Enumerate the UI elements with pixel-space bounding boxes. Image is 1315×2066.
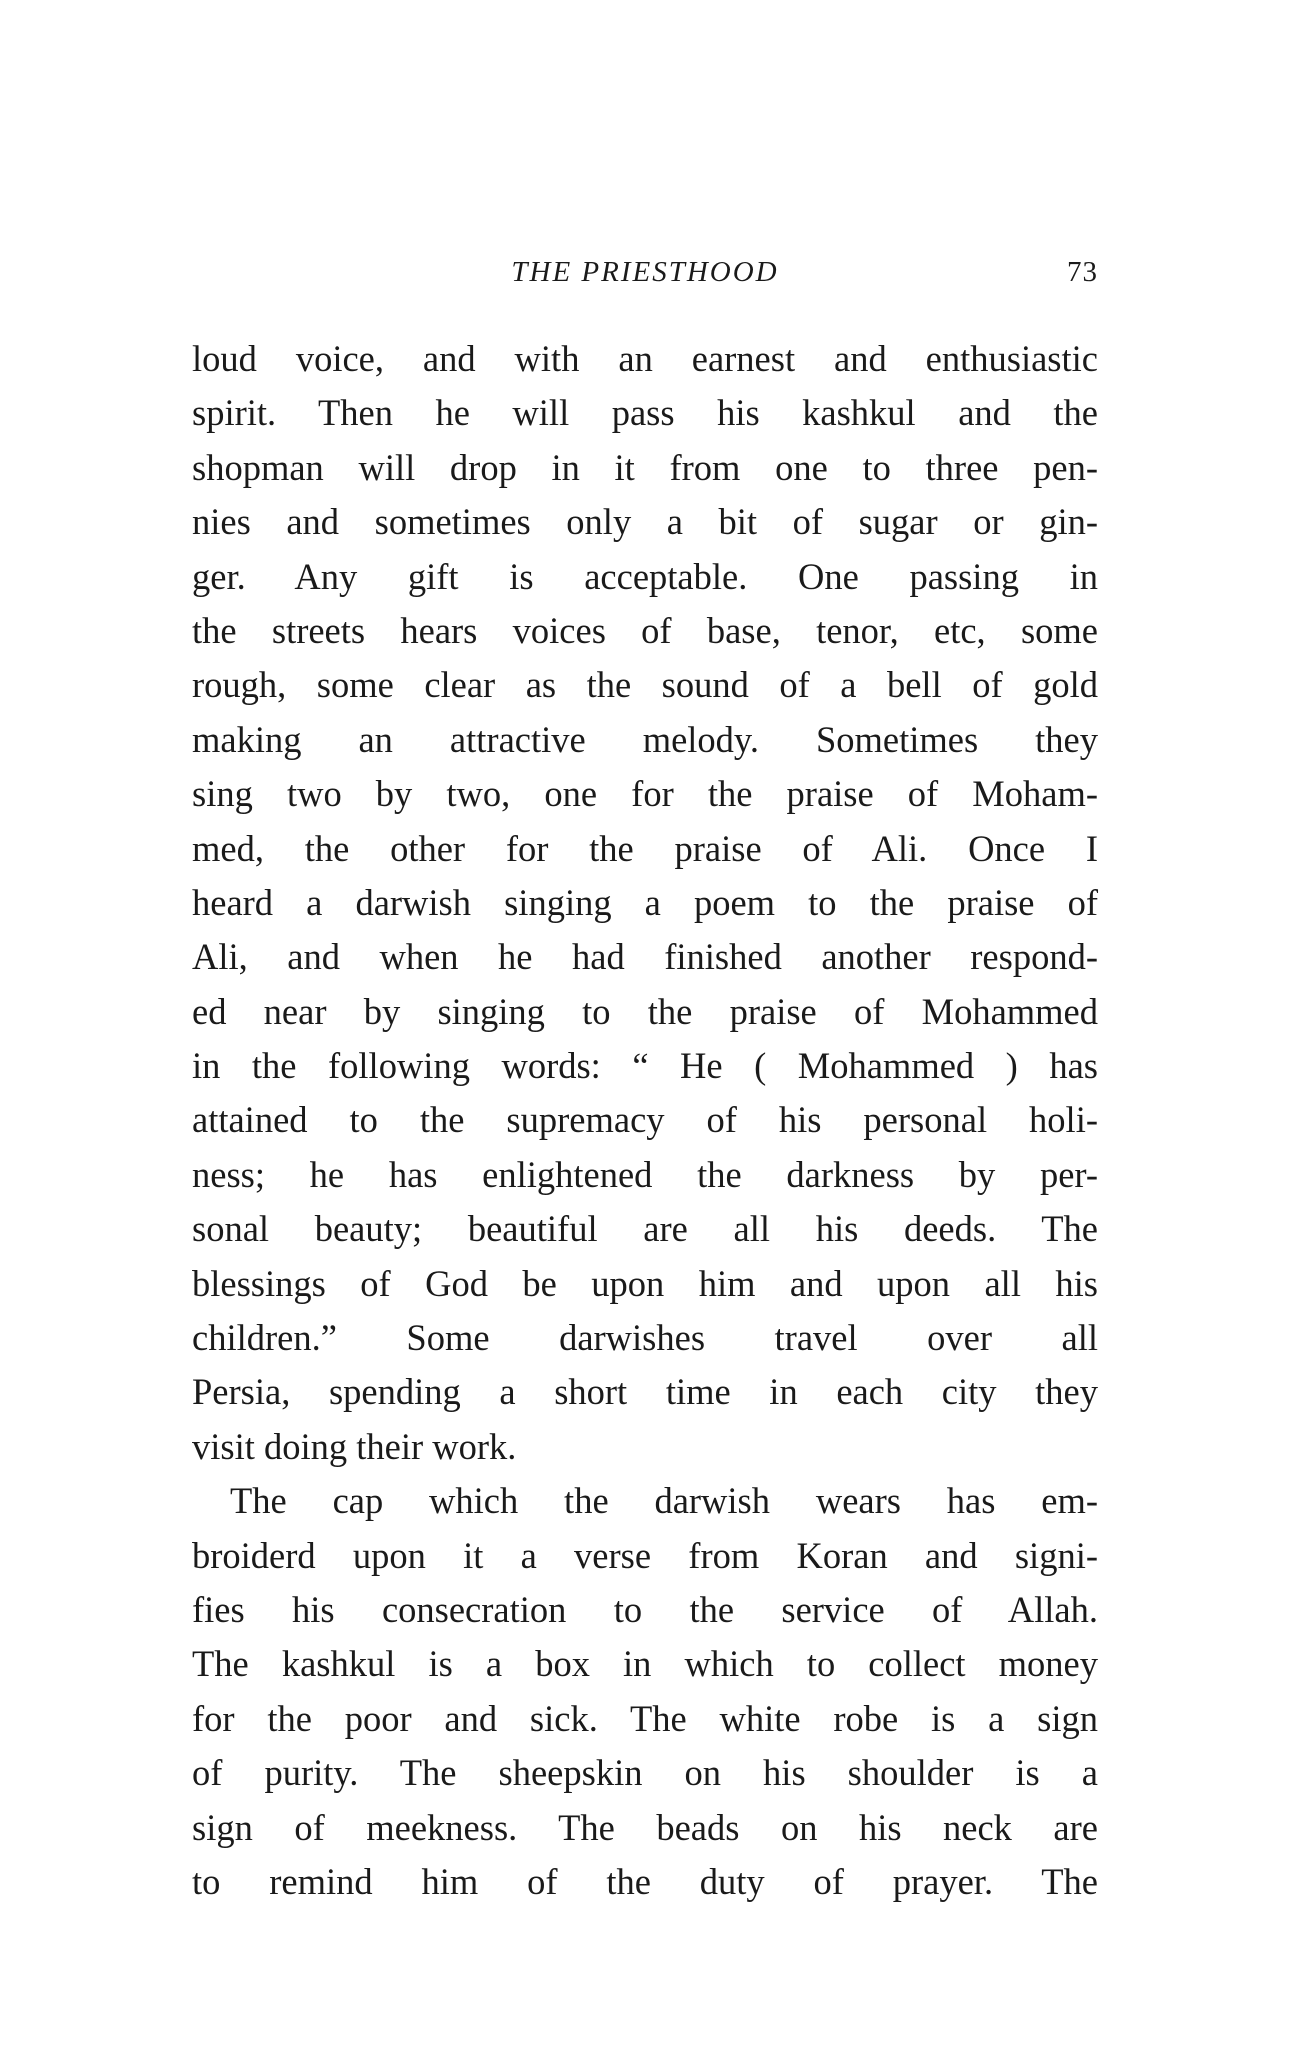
text-line: broiderd upon it a verse from Koran and signi-	[192, 1534, 1098, 1576]
text-line: to remind him of the duty of prayer. The	[192, 1860, 1098, 1902]
text-line: shopman will drop in it from one to three pen-	[192, 446, 1098, 488]
text-line: visit doing their work.	[192, 1425, 517, 1467]
text-line: rough, some clear as the sound of a bell of gold	[192, 664, 1098, 706]
text-line: in the following words: “ He ( Mohammed ) has	[192, 1045, 1098, 1087]
text-line: sign of meekness. The beads on his neck are	[192, 1806, 1098, 1848]
running-title: THE PRIESTHOOD	[511, 256, 779, 288]
text-line: Ali, and when he had finished another respond-	[192, 936, 1098, 978]
text-line: making an attractive melody. Sometimes they	[192, 718, 1098, 760]
body-text	[192, 332, 1098, 1909]
page-number: 73	[1067, 256, 1098, 288]
running-head	[192, 252, 1098, 292]
text-line: of purity. The sheepskin on his shoulder is a	[192, 1752, 1098, 1794]
text-line: ed near by singing to the praise of Mohammed	[192, 990, 1098, 1032]
text-line: the streets hears voices of base, tenor, etc, some	[192, 609, 1098, 651]
text-line: blessings of God be upon him and upon all his	[192, 1262, 1098, 1304]
text-line: attained to the supremacy of his personal holi-	[192, 1099, 1098, 1141]
text-line: The kashkul is a box in which to collect money	[192, 1643, 1098, 1685]
text-line: sing two by two, one for the praise of Moham-	[192, 773, 1098, 815]
text-line: sonal beauty; beautiful are all his deeds. The	[192, 1208, 1098, 1250]
text-line: ger. Any gift is acceptable. One passing in	[192, 555, 1098, 597]
text-line: heard a darwish singing a poem to the praise of	[192, 881, 1098, 923]
text-line: The cap which the darwish wears has em-	[230, 1480, 1098, 1522]
text-line: ness; he has enlightened the darkness by per-	[192, 1153, 1098, 1195]
text-line: med, the other for the praise of Ali. Once I	[192, 827, 1098, 869]
text-line: spirit. Then he will pass his kashkul and the	[192, 392, 1098, 434]
text-line: Persia, spending a short time in each city they	[192, 1371, 1098, 1413]
text-line: fies his consecration to the service of Allah.	[192, 1588, 1098, 1630]
text-line: nies and sometimes only a bit of sugar or gin-	[192, 501, 1098, 543]
text-line: children.” Some darwishes travel over all	[192, 1317, 1098, 1359]
text-line: for the poor and sick. The white robe is a sign	[192, 1697, 1098, 1739]
text-line: loud voice, and with an earnest and enthusiastic	[192, 338, 1098, 379]
